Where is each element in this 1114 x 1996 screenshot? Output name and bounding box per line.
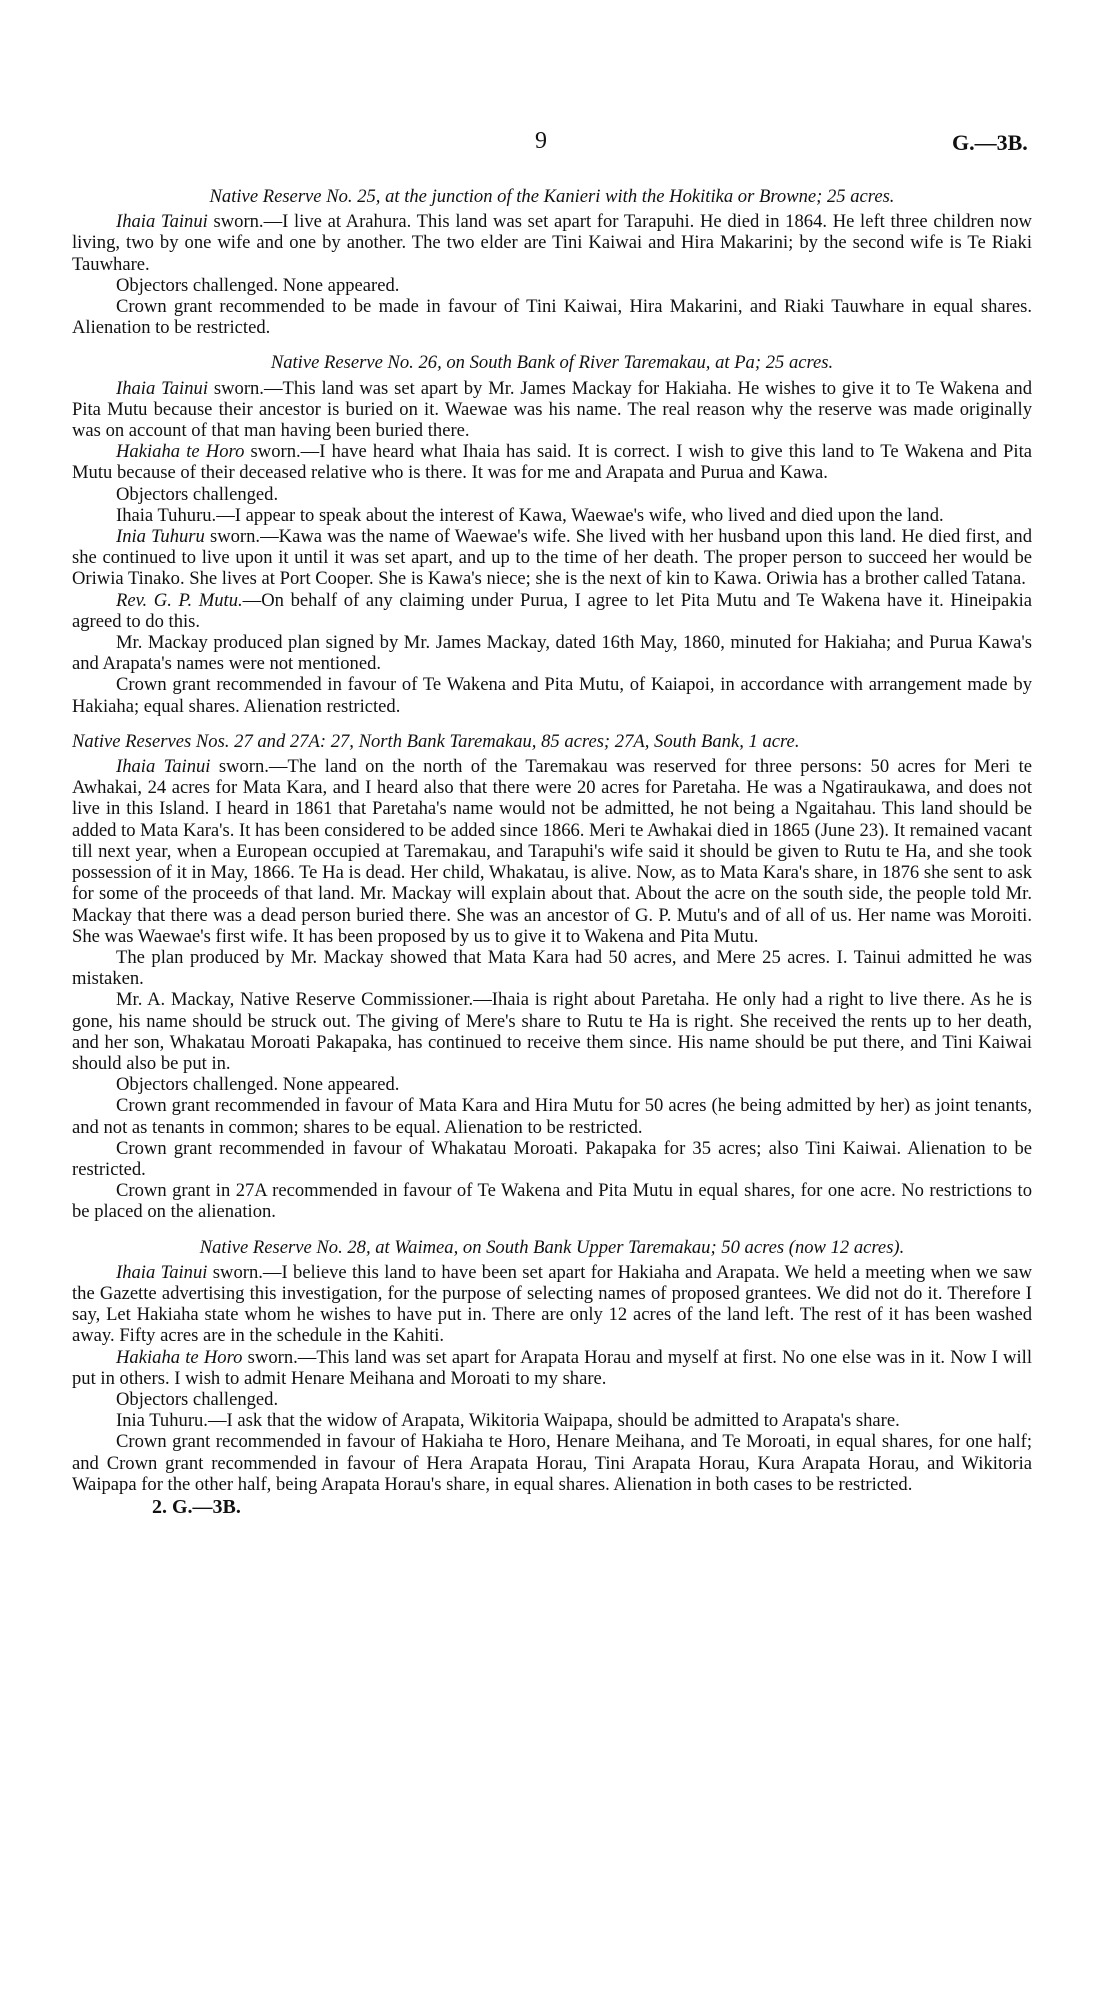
paragraph — [72, 378, 1032, 442]
paragraph: Crown grant recommended to be made in favour of Tini Kaiwai, Hira Makarini, and Riaki Tauwhare in equal shares. Alienation to be restricted. — [72, 296, 1032, 339]
document-body — [72, 186, 1032, 1518]
paragraph: Crown grant recommended in favour of Te Wakena and Pita Mutu, of Kaiapoi, in accordance with arrangement made by Hakiaha; equal shares. Alienation restricted. — [72, 674, 1032, 717]
speaker-name: Rev. G. P. Mutu. — [116, 589, 243, 611]
paragraph-text: sworn.—I live at Arahura. This land was set apart for Tarapuhi. He died in 1864. He left three children now living, two by one wife and one by another. The two elder are Tini Kaiwai and Hira Makarini; by the second wife is Te Riaki Tauwhare. — [72, 211, 1032, 275]
paragraph-text: sworn.—I have heard what Ihaia has said. It is correct. I wish to give this land to Te Wakena and Pita Mutu because of their deceased relative who is there. It was for me and Arapata and Purua and Kawa. — [72, 441, 1032, 484]
speaker-name: Ihaia Tainui — [116, 756, 211, 778]
paragraph: Mr. Mackay produced plan signed by Mr. James Mackay, dated 16th May, 1860, minuted for Hakiaha; and Purua Kawa's and Arapata's names were not mentioned. — [72, 632, 1032, 675]
paragraph — [72, 590, 1032, 632]
paragraph-text: sworn.—I believe this land to have been set apart for Hakiaha and Arapata. We held a meeting when we saw the Gazette advertising this investigation, for the purpose of selecting names of proposed grantees. We did not do it. Therefore I say, Let Hakiaha state whom he wishes to have put in. There are only 12 acres of the land left. The rest of it has been washed away. Fifty acres are in the schedule in the Kahiti. — [72, 1261, 1032, 1347]
paragraph: Objectors challenged. — [116, 483, 279, 505]
section-heading: Native Reserves Nos. 27 and 27A: 27, North Bank Taremakau, 85 acres; 27A, South Bank, 1 acre. — [72, 730, 800, 752]
paragraph: Crown grant recommended in favour of Whakatau Moroati. Pakapaka for 35 acres; also Tini Kaiwai. Alienation to be restricted. — [72, 1137, 1032, 1180]
paragraph: Mr. A. Mackay, Native Reserve Commissioner.—Ihaia is right about Paretaha. He only had a right to live there. As he is gone, his name should be struck out. The giving of Mere's share to Rutu te Ha is right. She received the rents up to her death, and her son, Whakatau Moroati Pakapaka, has continued to receive them since. His name should be put there, and Tini Kaiwai should also be put in. — [72, 989, 1032, 1074]
page-number: 9 — [535, 128, 547, 154]
paragraph — [72, 211, 1032, 275]
speaker-name: Ihaia Tainui — [116, 377, 208, 399]
paragraph: Ihaia Tuhuru.—I appear to speak about the interest of Kawa, Waewae's wife, who lived and died upon the land. — [116, 504, 944, 526]
paragraph: The plan produced by Mr. Mackay showed that Mata Kara had 50 acres, and Mere 25 acres. I. Tainui admitted he was mistaken. — [72, 946, 1032, 990]
paragraph: Objectors challenged. — [116, 1388, 279, 1410]
paragraph-text: sworn.—This land was set apart by Mr. James Mackay for Hakiaha. He wishes to give it to Te Wakena and Pita Mutu because their ancestor is buried on it. Waewae was his name. The real reason why the reserve was made originally was on account of that man having been buried there. — [72, 377, 1032, 442]
paragraph: Objectors challenged. None appeared. — [116, 1074, 400, 1096]
speaker-name: Hakiaha te Horo — [116, 441, 245, 463]
paragraph — [72, 526, 1032, 590]
signature-mark: 2. G.—3B. — [152, 1495, 241, 1518]
paragraph: Crown grant recommended in favour of Hakiaha te Horo, Henare Meihana, and Te Moroati, in equal shares, for one half; and Crown grant recommended in favour of Hera Arapata Horau, Tini Arapata Horau, Kura Arapata Horau, and Wikitoria Waipapa for the other half, being Arapata Horau's share, in equal shares. Alienation in both cases to be restricted. — [72, 1431, 1032, 1495]
section-heading: Native Reserve No. 28, at Waimea, on South Bank Upper Taremakau; 50 acres (now 12 acres). — [199, 1236, 905, 1258]
paragraph-text: sworn.—Kawa was the name of Waewae's wife. She lived with her husband upon this land. He died first, and she continued to live upon it until it was set apart, and up to the time of her death. The proper person to succeed her would be Oriwia Tinako. She lives at Port Cooper. She is Kawa's niece; she is the next of kin to Kawa. Oriwia has a brother called Tatana. — [72, 526, 1032, 590]
speaker-name: Ihaia Tainui — [116, 1261, 208, 1283]
speaker-name: Inia Tuhuru — [116, 526, 205, 548]
paragraph-text: —On behalf of any claiming under Purua, I agree to let Pita Mutu and Te Wakena have it. Hineipakia agreed to do this. — [72, 589, 1032, 632]
speaker-name: Ihaia Tainui — [116, 211, 208, 233]
paragraph: Inia Tuhuru.—I ask that the widow of Arapata, Wikitoria Waipapa, should be admitted to Arapata's share. — [116, 1410, 900, 1432]
section-heading: Native Reserve No. 25, at the junction of the Kanieri with the Hokitika or Browne; 25 acres. — [209, 186, 895, 207]
paragraph: Objectors challenged. None appeared. — [116, 274, 400, 296]
paragraph-text: sworn.—This land was set apart for Arapata Horau and myself at first. No one else was in it. Now I will put in others. I wish to admit Henare Meihana and Moroati to my share. — [72, 1346, 1032, 1389]
paragraph-text: sworn.—The land on the north of the Taremakau was reserved for three persons: 50 acres for Meri te Awhakai, 24 acres for Mata Kara, and I heard also that there were 20 acres for Paretaha. He was a Ngatiraukawa, and does not live in this Island. I heard in 1861 that Paretaha's name would not be admitted, he not being a Ngaitahau. This land should be added to Mata Kara's. It has been considered to be added since 1866. Meri te Awhakai died in 1865 (June 23). It remained vacant till next year, when a European occupied at Taremakau, and Tarapuhi's wife said it should be given to Rutu te Ha, and she took possession of it in May, 1866. Te Ha is dead. Her child, Whakatau, is alive. Now, as to Mata Kara's share, in 1876 she sent to ask for some of the proceeds of that land. Mr. Mackay will explain about that. About the acre on the south side, the people told Mr. Mackay that there was a dead person buried there. She was an ancestor of G. P. Mutu's and of all of us. Her name was Moroiti. She was Waewae's first wife. It has been proposed by us to give it to Wakena and Pita Mutu. — [72, 756, 1032, 947]
paragraph: Crown grant in 27A recommended in favour of Te Wakena and Pita Mutu in equal shares, for one acre. No restrictions to be placed on the alienation. — [72, 1180, 1032, 1223]
paragraph — [72, 1347, 1032, 1389]
section-heading: Native Reserve No. 26, on South Bank of River Taremakau, at Pa; 25 acres. — [270, 352, 834, 374]
speaker-name: Hakiaha te Horo — [116, 1346, 243, 1368]
paragraph — [72, 1262, 1032, 1347]
paragraph — [72, 441, 1032, 483]
document-id: G.—3B. — [952, 130, 1028, 155]
paragraph: Crown grant recommended in favour of Mata Kara and Hira Mutu for 50 acres (he being admitted by her) as joint tenants, and not as tenants in common; shares to be equal. Alienation to be restricted. — [72, 1095, 1032, 1138]
paragraph — [72, 756, 1032, 947]
